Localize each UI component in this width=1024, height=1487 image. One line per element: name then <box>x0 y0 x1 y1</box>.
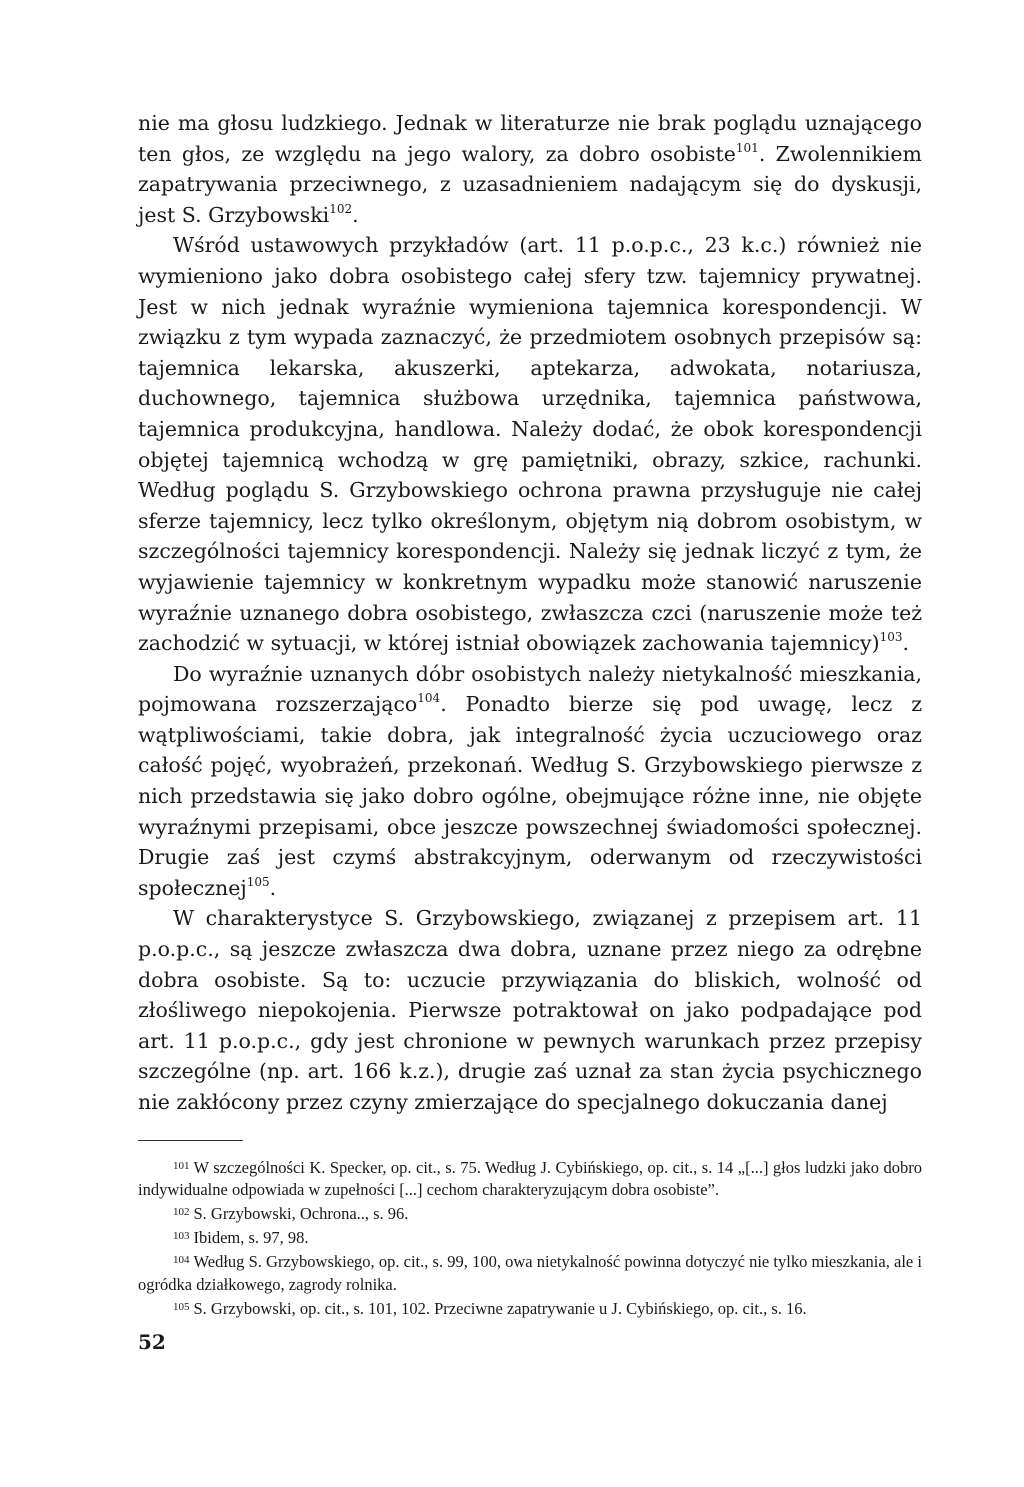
footnote-104 <box>138 1249 922 1295</box>
paragraph-text: Do wyraźnie uznanych dóbr osobistych należy nietykalność mieszkania, pojmowana rozszerzająco <box>138 661 922 717</box>
footnotes <box>138 1155 922 1320</box>
paragraph-1 <box>138 108 922 230</box>
footnote-ref-102: 102 <box>329 201 353 216</box>
footnote-divider <box>138 1140 243 1141</box>
paragraph-text: nie ma głosu ludzkiego. Jednak w literaturze nie brak poglądu uznającego ten głos, ze względu na jego walory, za dobro osobiste <box>138 111 922 166</box>
paragraph-4 <box>138 903 922 1117</box>
footnote-text: Ibidem, s. 97, 98. <box>193 1228 309 1248</box>
footnote-number: 101 <box>173 1159 190 1172</box>
footnote-text: S. Grzybowski, Ochrona.., s. 96. <box>193 1204 409 1223</box>
paragraph-text: . Zwolennikiem zapatrywania przeciwnego, z uzasadnieniem nadającym się do dyskusji, jest S. Grzybowski <box>138 141 922 227</box>
footnote-number: 105 <box>173 1300 190 1313</box>
footnote-text: S. Grzybowski, op. cit., s. 101, 102. Przeciwne zapatrywanie u J. Cybińskiego, op. cit., s. 16. <box>193 1298 807 1318</box>
paragraph-3 <box>138 659 922 904</box>
paragraph-text: . <box>352 202 359 227</box>
footnote-ref-104: 104 <box>417 691 441 706</box>
footnote-101 <box>138 1155 922 1201</box>
footnote-number: 104 <box>173 1254 190 1267</box>
footnote-number: 103 <box>173 1230 190 1243</box>
paragraph-text: . <box>902 631 910 656</box>
footnote-ref-103: 103 <box>879 630 903 645</box>
page-number: 52 <box>138 1330 166 1354</box>
footnote-103 <box>138 1225 922 1249</box>
paragraph-text: Wśród ustawowych przykładów (art. 11 p.o.p.c., 23 k.c.) również nie wymieniono jako dobra osobistego całej sfery tzw. tajemnicy prywatnej. Jest w nich jednak wyraźnie wymieniona tajemnica korespondencji. W związku z tym wypada zaznaczyć, że przedmiotem osobnych przepisów są: tajemnica lekarska, akuszerki, aptekarza, adwokata, notariusza, duchownego, tajemnica służbowa urzędnika, tajemnica państwowa, tajemnica produkcyjna, handlowa. Należy dodać, że obok korespondencji objętej tajemnicą wchodzą w grę pamiętniki, obrazy, szkice, rachunki. Według poglądu S. Grzybowskiego ochrona prawna przysługuje nie całej sferze tajemnicy, lecz tylko określonym, objętym nią dobrom osobistym, w szczególności tajemnicy korespondencji. Należy się jednak liczyć z tym, że wyjawienie tajemnicy w konkretnym wypadku może stanowić naruszenie wyraźnie uznanego dobra osobistego, zwłaszcza czci (naruszenie może też zachodzić w sytuacji, w której istniał obowiązek zachowania tajemnicy) <box>138 233 922 656</box>
paragraph-text: W charakterystyce S. Grzybowskiego, związanej z przepisem art. 11 p.o.p.c., są jeszcze zwłaszcza dwa dobra, uznane przez niego za odrębne dobra osobiste. Są to: uczucie przywiązania do bliskich, wolność od złośliwego niepokojenia. Pierwsze potraktował on jako podpadające pod art. 11 p.o.p.c., gdy jest chronione w pewnych warunkach przez przepisy szczególne (np. art. 166 k.z.), drugie zaś uznał za stan życia psychicznego nie zakłócony przez czyny zmierzające do specjalnego dokuczania danej <box>138 906 922 1114</box>
paragraph-2 <box>138 230 922 658</box>
footnote-text: Według S. Grzybowskiego, op. cit., s. 99, 100, owa nietykalność powinna dotyczyć nie tylko mieszkania, ale i ogródka działkowego, zagrody rolnika. <box>138 1252 922 1294</box>
footnote-text: W szczególności K. Specker, op. cit., s. 75. Według J. Cybińskiego, op. cit., s. 14 „[...] głos ludzki jako dobro indywidualne odpowiada w zupełności [...] cechom charakteryzującym dobra osobiste”. <box>138 1157 922 1199</box>
paragraph-text: . <box>269 875 277 900</box>
main-text <box>138 108 922 1118</box>
footnote-ref-105: 105 <box>246 874 270 889</box>
footnote-102 <box>138 1201 922 1225</box>
footnote-ref-101: 101 <box>735 140 759 155</box>
footnote-number: 102 <box>173 1206 190 1218</box>
page-content <box>138 108 922 1320</box>
paragraph-text: . Ponadto bierze się pod uwagę, lecz z wątpliwościami, takie dobra, jak integralność życia uczuciowego oraz całość pojęć, wyobrażeń, przekonań. Według S. Grzybowskiego pierwsze z nich przedstawia się jako dobro ogólne, obejmujące różne inne, nie objęte wyraźnymi przepisami, obce jeszcze powszechnej świadomości społecznej. Drugie zaś jest czymś abstrakcyjnym, oderwanym od rzeczywistości społecznej <box>138 692 922 900</box>
footnote-105 <box>138 1296 922 1320</box>
